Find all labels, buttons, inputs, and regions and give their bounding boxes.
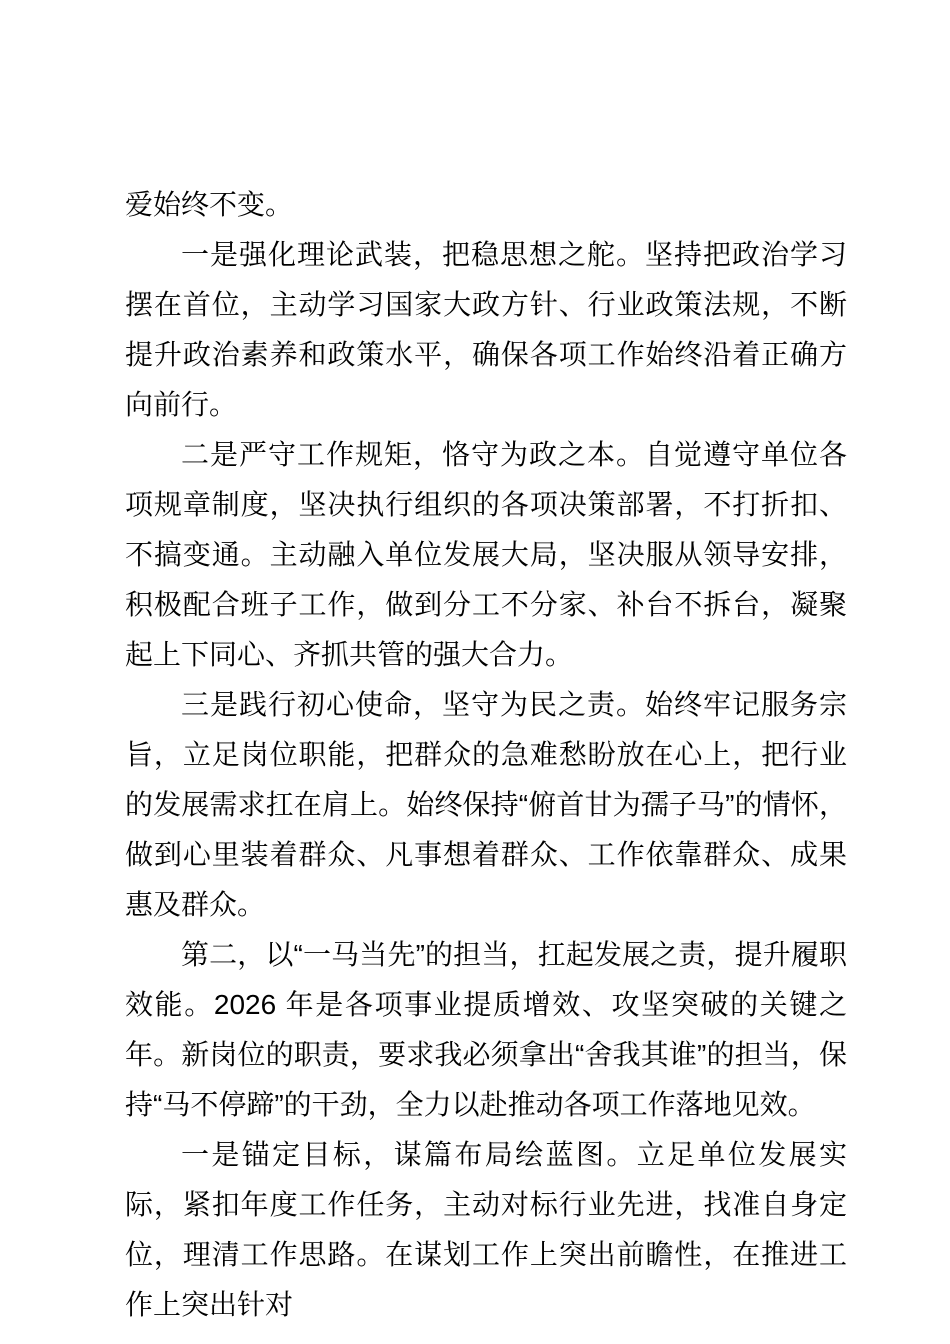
paragraph-second-point: 第二，以“一马当先”的担当，扛起发展之责，提升履职效能。2026 年是各项事业提质增效、攻坚突破的关键之年。新岗位的职责，要求我必须拿出“舍我其谁”的担当，保持“马不停蹄”的干劲，全力以赴推动各项工作落地见效。 (125, 939, 847, 1120)
paragraph-theory-arming: 一是强化理论武装，把稳思想之舵。坚持把政治学习摆在首位，主动学习国家大政方针、行业政策法规，不断提升政治素养和政策水平，确保各项工作始终沿着正确方向前行。 (125, 239, 847, 420)
document-body (125, 180, 847, 1330)
paragraph-original-mission: 三是践行初心使命，坚守为民之责。始终牢记服务宗旨，立足岗位职能，把群众的急难愁盼放在心上，把行业的发展需求扛在肩上。始终保持“俯首甘为孺子马”的情怀，做到心里装着群众、凡事想着群众、工作依靠群众、成果惠及群众。 (125, 689, 847, 920)
paragraph-continuation: 爱始终不变。 (125, 189, 294, 220)
paragraph-anchor-goals: 一是锚定目标，谋篇布局绘蓝图。立足单位发展实际，紧扣年度工作任务，主动对标行业先进，找准自身定位，理清工作思路。在谋划工作上突出前瞻性，在推进工作上突出针对 (125, 1139, 847, 1320)
paragraph-work-discipline: 二是严守工作规矩，恪守为政之本。自觉遵守单位各项规章制度，坚决执行组织的各项决策部署，不打折扣、不搞变通。主动融入单位发展大局，坚决服从领导安排，积极配合班子工作，做到分工不分家、补台不拆台，凝聚起上下同心、齐抓共管的强大合力。 (125, 439, 847, 670)
